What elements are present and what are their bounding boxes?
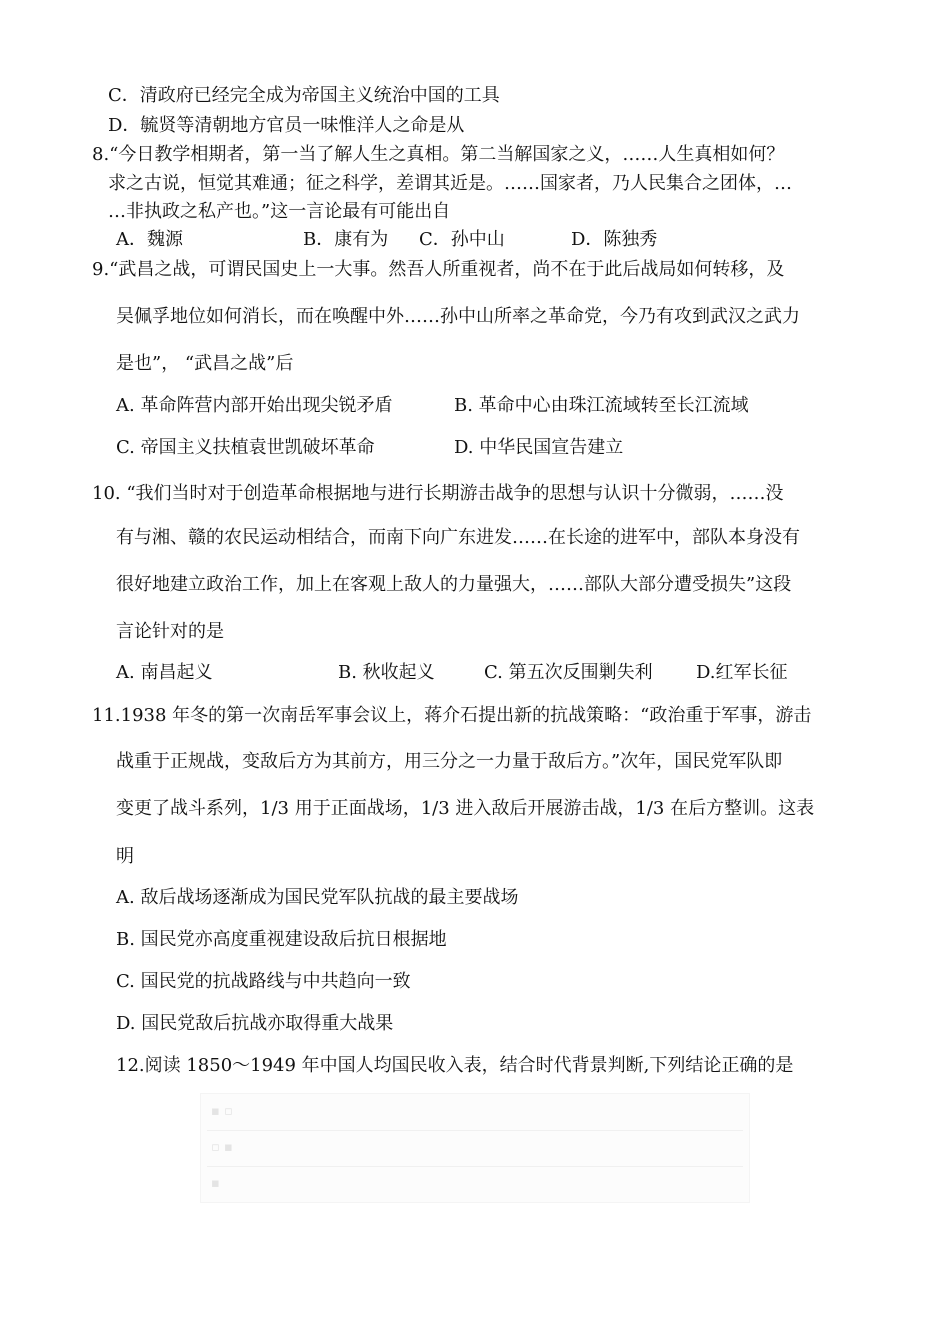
- q10-option-b: B. 秋收起义: [338, 662, 435, 683]
- q11-option-b: B. 国民党亦高度重视建设敌后抗日根据地: [116, 929, 447, 950]
- table-smudge: ▪ ▫: [211, 1104, 233, 1119]
- q8-stem-line-2: 求之古说，恒觉其难通；征之科学，差谓其近是。……国家者，乃人民集合之团体，…: [108, 173, 792, 194]
- q11-stem-line-3: 变更了战斗系列，1/3 用于正面战场，1/3 进入敌后开展游击战，1/3 在后方整训。这表: [116, 798, 815, 819]
- q10-option-a: A. 南昌起义: [116, 662, 213, 683]
- q11-option-c: C. 国民党的抗战路线与中共趋向一致: [116, 971, 411, 992]
- q10-stem-line-1: 10. “我们当时对于创造革命根据地与进行长期游击战争的思想与认识十分微弱，……没: [92, 483, 784, 504]
- income-table-image: [200, 1093, 750, 1203]
- q9-option-b: B. 革命中心由珠江流域转至长江流域: [454, 395, 749, 416]
- q10-option-c: C. 第五次反围剿失利: [484, 662, 653, 683]
- table-row-divider: [207, 1130, 743, 1131]
- q8-options: [116, 228, 657, 252]
- q11-stem-line-2: 战重于正规战，变敌后方为其前方，用三分之一力量于敌后方。”次年，国民党军队即: [116, 751, 783, 772]
- q9-stem-line-2: 吴佩孚地位如何消长，而在唤醒中外……孙中山所率之革命党，今乃有攻到武汉之武力: [116, 306, 800, 327]
- q9-stem-line-1: 9.“武昌之战，可谓民国史上一大事。然吾人所重视者，尚不在于此后战局如何转移，及: [92, 259, 785, 280]
- q8-option-a: A．魏源: [116, 229, 183, 250]
- q7-option-d: D．毓贤等清朝地方官员一味惟洋人之命是从: [108, 115, 465, 136]
- table-smudge: ▪: [211, 1176, 220, 1191]
- q9-stem-line-3: 是也”， “武昌之战”后: [116, 353, 294, 374]
- q8-option-c: C．孙中山: [419, 229, 505, 250]
- table-row-divider: [207, 1166, 743, 1167]
- q10-stem-line-3: 很好地建立政治工作，加上在客观上敌人的力量强大，……部队大部分遭受损失”这段: [116, 574, 792, 595]
- q10-option-d: D.红军长征: [696, 662, 788, 683]
- q10-stem-line-4: 言论针对的是: [116, 621, 224, 642]
- q8-stem-line-3: …非执政之私产也。”这一言论最有可能出自: [108, 201, 451, 222]
- q9-option-d: D. 中华民国宣告建立: [454, 437, 624, 458]
- q11-option-d: D. 国民党敌后抗战亦取得重大战果: [116, 1013, 394, 1034]
- q11-stem-line-4: 明: [116, 846, 134, 867]
- q11-option-a: A. 敌后战场逐渐成为国民党军队抗战的最主要战场: [116, 887, 519, 908]
- q9-option-a: A. 革命阵营内部开始出现尖锐矛盾: [116, 395, 393, 416]
- q11-stem-line-1: 11.1938 年冬的第一次南岳军事会议上，蒋介石提出新的抗战策略：“政治重于军事，游击: [92, 705, 812, 726]
- q8-option-d: D．陈独秀: [571, 229, 658, 250]
- q8-option-b: B．康有为: [303, 229, 389, 250]
- q9-options-row-1: [116, 394, 749, 418]
- q9-options-row-2: [116, 436, 623, 460]
- q7-option-c: C．清政府已经完全成为帝国主义统治中国的工具: [108, 85, 500, 106]
- q10-stem-line-2: 有与湘、赣的农民运动相结合，而南下向广东进发……在长途的进军中，部队本身没有: [116, 527, 800, 548]
- q12-stem-line-1: 12.阅读 1850～1949 年中国人均国民收入表，结合时代背景判断,下列结论正确的是: [116, 1055, 794, 1076]
- q10-options: [116, 661, 788, 685]
- q8-stem-line-1: 8.“今日教学相期者，第一当了解人生之真相。第二当解国家之义，……人生真相如何？: [92, 144, 785, 165]
- table-smudge: ▫ ▪: [211, 1140, 233, 1155]
- q9-option-c: C. 帝国主义扶植袁世凯破坏革命: [116, 437, 375, 458]
